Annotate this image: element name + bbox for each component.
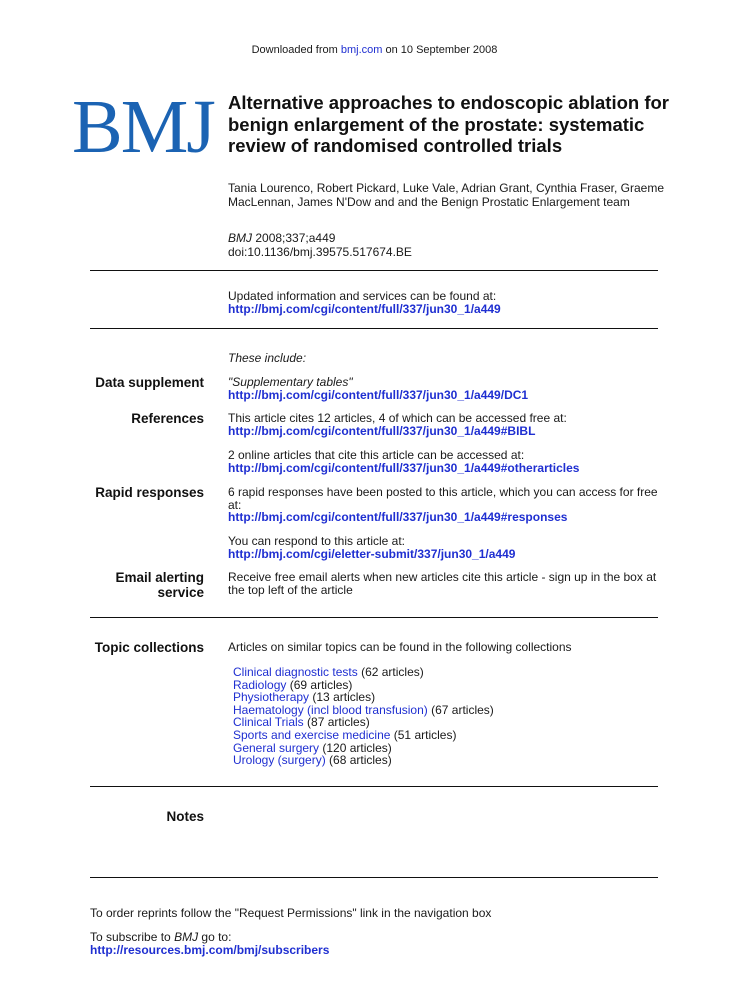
topic-link[interactable]: Sports and exercise medicine [233, 727, 391, 742]
topic-count: (87 articles) [307, 715, 370, 730]
topic-count: (120 articles) [322, 740, 392, 755]
references-content [228, 412, 658, 437]
data-supplement-link[interactable]: http://bmj.com/cgi/content/full/337/jun30_1/a449/DC1 [228, 387, 529, 402]
divider [90, 786, 658, 787]
citing-articles [228, 449, 658, 474]
topic-link[interactable]: Physiotherapy [233, 690, 310, 705]
download-prefix: Downloaded from [251, 44, 338, 56]
list-item [233, 754, 653, 767]
respond-link[interactable]: http://bmj.com/cgi/eletter-submit/337/jun30_1/a449 [228, 546, 516, 561]
topic-link[interactable]: Urology (surgery) [233, 753, 326, 768]
topic-link[interactable]: Clinical Trials [233, 715, 304, 730]
data-supplement-label: Data supplement [95, 375, 204, 390]
download-notice [0, 44, 749, 56]
updated-info [228, 290, 658, 315]
topic-link[interactable]: Clinical diagnostic tests [233, 665, 358, 679]
references-label: References [131, 411, 204, 426]
topic-count: (68 articles) [329, 753, 392, 768]
citing-articles-text: 2 online articles that cite this article can be accessed at: [228, 448, 525, 462]
email-alerting-label-line2: service [157, 585, 204, 600]
email-alerting-label-line1: Email alerting [115, 570, 204, 585]
article-citation [228, 232, 668, 259]
notes-label: Notes [166, 809, 204, 824]
topic-count: (13 articles) [312, 690, 376, 705]
topic-count: (67 articles) [431, 702, 494, 717]
citing-articles-link[interactable]: http://bmj.com/cgi/content/full/337/jun30_1/a449#otherarticles [228, 460, 580, 475]
topic-link[interactable]: General surgery [233, 740, 320, 755]
topic-collections-intro: Articles on similar topics can be found in the following collections [228, 640, 572, 654]
rapid-responses-content [228, 486, 658, 524]
subscribe-suffix: go to: [201, 930, 232, 944]
updated-text: Updated information and services can be found at: [228, 289, 497, 303]
respond-block [228, 535, 658, 560]
reprints-text: To order reprints follow the "Request Permissions" link in the navigation box [90, 906, 492, 920]
bmj-logo: BMJ [72, 85, 214, 169]
includes-label: These include: [228, 351, 307, 365]
divider [90, 617, 658, 618]
divider [90, 328, 658, 329]
subscribe-prefix: To subscribe to [90, 930, 171, 944]
rapid-responses-link[interactable]: http://bmj.com/cgi/content/full/337/jun30_1/a449#responses [228, 510, 568, 524]
topic-count: (51 articles) [393, 727, 457, 742]
article-title: Alternative approaches to endoscopic ablation for benign enlargement of the prostate: systematic review of randomised controlled trials [228, 92, 670, 156]
citation-volume: 2008;337;a449 [255, 231, 336, 245]
subscribe-link[interactable]: http://resources.bmj.com/bmj/subscribers [90, 943, 330, 957]
respond-text: You can respond to this article at: [228, 534, 405, 548]
topic-count: (62 articles) [361, 665, 424, 679]
email-alerting-text: Receive free email alerts when new articles cite this article - sign up in the box at the top left of the article [228, 570, 657, 597]
updated-link[interactable]: http://bmj.com/cgi/content/full/337/jun30_1/a449 [228, 301, 501, 316]
divider [90, 877, 658, 878]
references-text: This article cites 12 articles, 4 of which can be accessed free at: [228, 411, 567, 425]
bmj-site-link[interactable]: bmj.com [340, 44, 383, 56]
download-date: on 10 September 2008 [385, 44, 498, 56]
email-alerting-label [60, 570, 204, 600]
rapid-responses-label: Rapid responses [95, 485, 204, 500]
rapid-responses-text: 6 rapid responses have been posted to this article, which you can access for free at: [228, 485, 658, 512]
topic-collections-label: Topic collections [94, 640, 204, 655]
divider [90, 270, 658, 271]
subscribe-block [90, 931, 650, 957]
references-link[interactable]: http://bmj.com/cgi/content/full/337/jun30_1/a449#BIBL [228, 423, 536, 438]
data-supplement-content [228, 376, 658, 401]
topic-list [233, 666, 653, 767]
data-supplement-text: "Supplementary tables" [228, 375, 353, 389]
journal-name: BMJ [228, 231, 252, 245]
article-authors: Tania Lourenco, Robert Pickard, Luke Vale, Adrian Grant, Cynthia Fraser, Graeme MacLennan, James N'Dow and and the Benign Prostatic Enlargement team [228, 181, 664, 209]
doi: doi:10.1136/bmj.39575.517674.BE [228, 244, 412, 259]
topic-link[interactable]: Radiology [233, 677, 287, 692]
topic-count: (69 articles) [289, 677, 353, 692]
topic-link[interactable]: Haematology (incl blood transfusion) [233, 702, 428, 717]
subscribe-journal: BMJ [174, 930, 199, 944]
